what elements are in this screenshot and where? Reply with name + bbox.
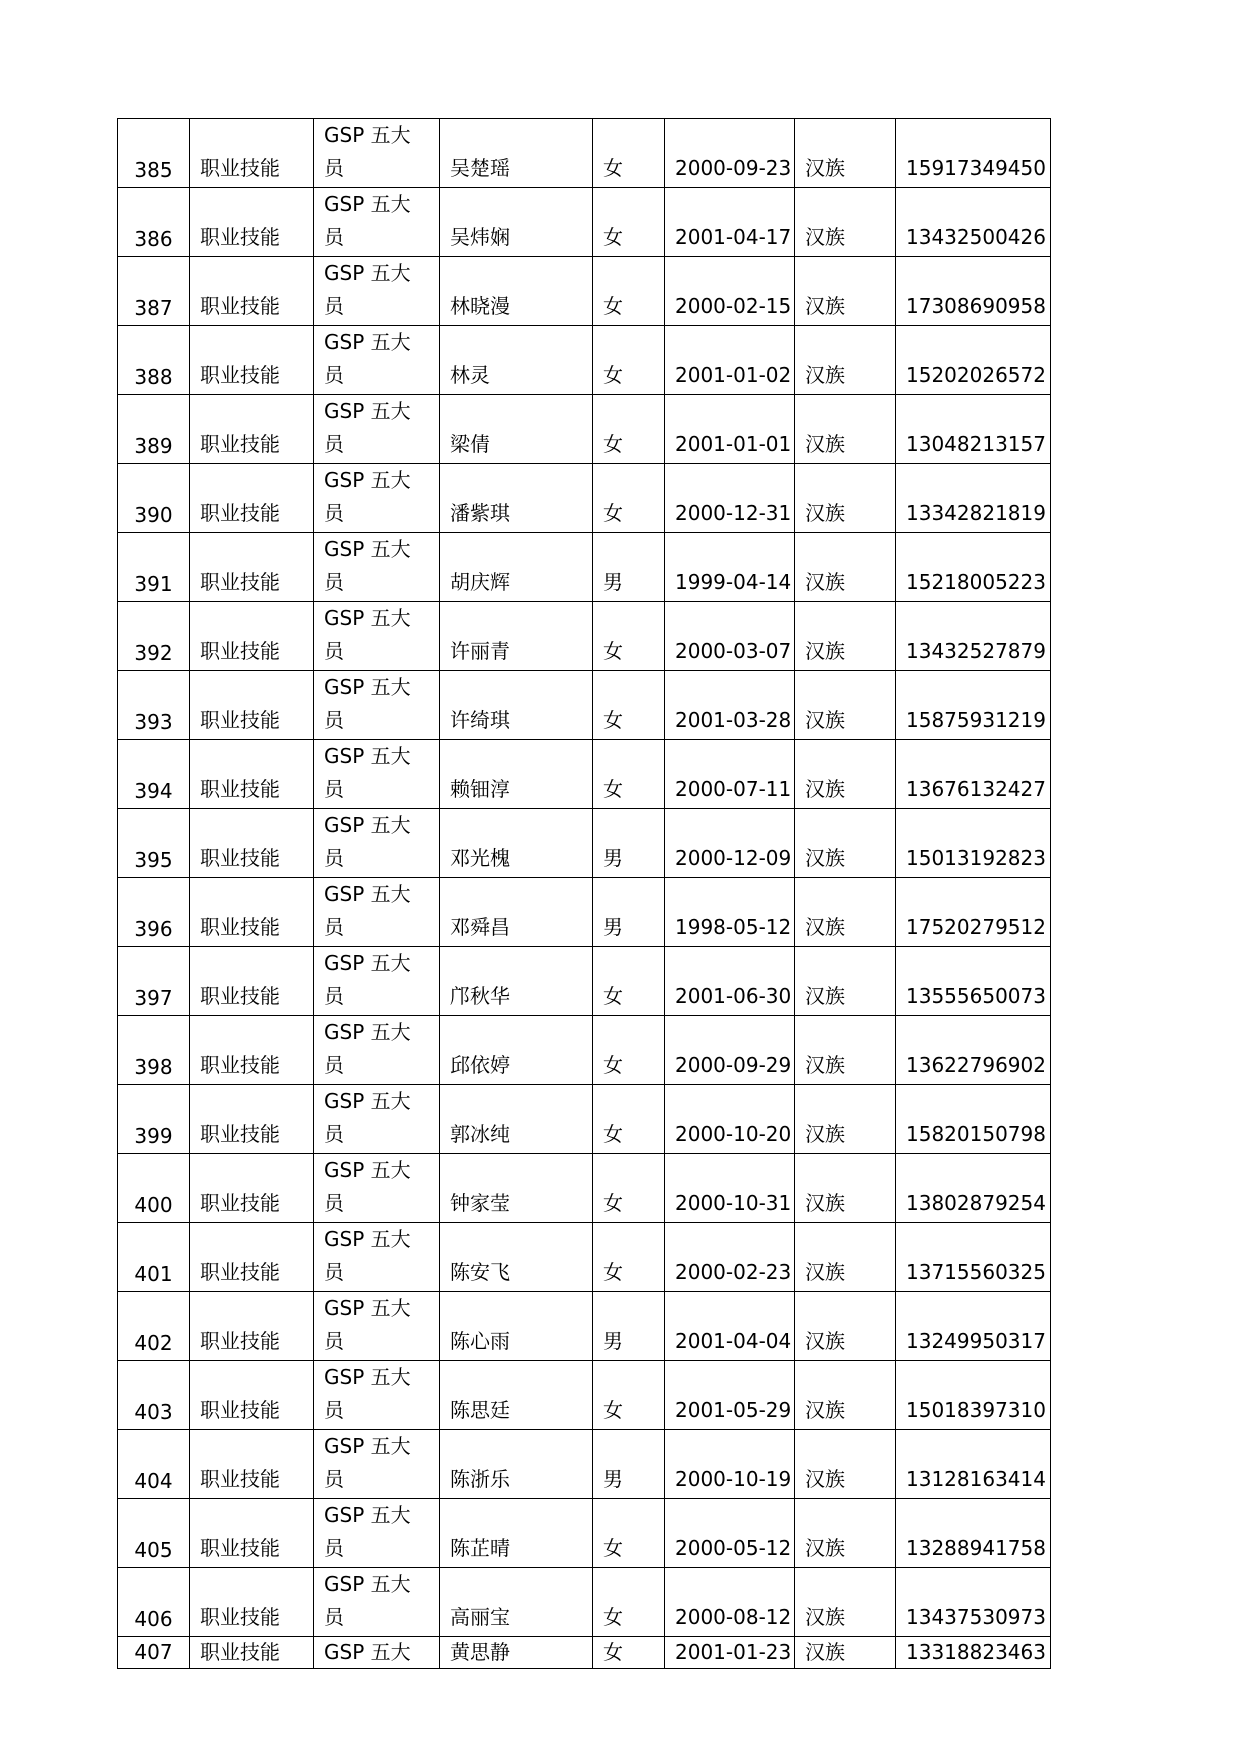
phone-cell: 15820150798: [896, 1085, 1051, 1154]
phone-cell: 13676132427: [896, 740, 1051, 809]
category-cell: 职业技能: [190, 1430, 314, 1499]
phone-cell: 13048213157: [896, 395, 1051, 464]
course-line-2: 员: [324, 1536, 344, 1560]
course-line-1: GSP 五大: [324, 606, 411, 630]
course-line-1: GSP 五大: [324, 1503, 411, 1527]
table-row: [118, 809, 1051, 878]
name-cell: 许绮琪: [440, 671, 593, 740]
gender-cell: 女: [593, 740, 665, 809]
course-cell: [314, 395, 440, 464]
gender-cell: 女: [593, 602, 665, 671]
gender-cell: 男: [593, 1430, 665, 1499]
course-cell: [314, 464, 440, 533]
course-line-2: 员: [324, 570, 344, 594]
category-cell: 职业技能: [190, 119, 314, 188]
row-number: 400: [118, 1154, 190, 1223]
phone-cell: 15202026572: [896, 326, 1051, 395]
ethnicity-cell: 汉族: [795, 257, 896, 326]
course-cell: [314, 119, 440, 188]
table-row: [118, 1016, 1051, 1085]
ethnicity-cell: 汉族: [795, 395, 896, 464]
ethnicity-cell: 汉族: [795, 947, 896, 1016]
table-row: [118, 740, 1051, 809]
category-cell: 职业技能: [190, 809, 314, 878]
name-cell: 吴楚瑶: [440, 119, 593, 188]
phone-cell: 13622796902: [896, 1016, 1051, 1085]
phone-cell: 13318823463: [896, 1637, 1051, 1669]
course-line-2: 员: [324, 915, 344, 939]
course-line-1: GSP 五大: [324, 1089, 411, 1113]
course-cell: [314, 947, 440, 1016]
gender-cell: 男: [593, 533, 665, 602]
row-number: 399: [118, 1085, 190, 1154]
birth-date-cell: 2000-10-31: [665, 1154, 795, 1223]
course-line-2: 员: [324, 1467, 344, 1491]
table-row: [118, 395, 1051, 464]
birth-date-cell: 2000-03-07: [665, 602, 795, 671]
row-number: 396: [118, 878, 190, 947]
ethnicity-cell: 汉族: [795, 671, 896, 740]
gender-cell: 男: [593, 1292, 665, 1361]
name-cell: 郭冰纯: [440, 1085, 593, 1154]
category-cell: 职业技能: [190, 326, 314, 395]
row-number: 389: [118, 395, 190, 464]
table-row: [118, 1085, 1051, 1154]
ethnicity-cell: 汉族: [795, 1430, 896, 1499]
row-number: 390: [118, 464, 190, 533]
course-line-1: GSP 五大: [324, 744, 411, 768]
ethnicity-cell: 汉族: [795, 809, 896, 878]
category-cell: 职业技能: [190, 1223, 314, 1292]
course-cell: [314, 1568, 440, 1637]
course-line-2: 员: [324, 1122, 344, 1146]
course-cell: [314, 602, 440, 671]
gender-cell: 女: [593, 1016, 665, 1085]
course-cell: [314, 1430, 440, 1499]
row-number: 397: [118, 947, 190, 1016]
table-row: [118, 1361, 1051, 1430]
birth-date-cell: 2000-10-19: [665, 1430, 795, 1499]
course-cell: [314, 1499, 440, 1568]
row-number: 392: [118, 602, 190, 671]
course-cell: [314, 188, 440, 257]
course-line-1: GSP 五大: [324, 1020, 411, 1044]
course-line-1: GSP 五大: [324, 1158, 411, 1182]
phone-cell: 17308690958: [896, 257, 1051, 326]
table-row: [118, 1154, 1051, 1223]
row-number: 391: [118, 533, 190, 602]
gender-cell: 女: [593, 1499, 665, 1568]
course-line-2: 员: [324, 777, 344, 801]
name-cell: 潘紫琪: [440, 464, 593, 533]
phone-cell: 15013192823: [896, 809, 1051, 878]
course-line-2: 员: [324, 156, 344, 180]
course-line-1: GSP 五大: [324, 675, 411, 699]
name-cell: 邱依婷: [440, 1016, 593, 1085]
course-line-1: GSP 五大: [324, 1296, 411, 1320]
course-line-1: GSP 五大: [324, 330, 411, 354]
ethnicity-cell: 汉族: [795, 188, 896, 257]
table-row: [118, 257, 1051, 326]
course-cell: [314, 1154, 440, 1223]
ethnicity-cell: 汉族: [795, 1085, 896, 1154]
course-line-1: GSP 五大: [324, 813, 411, 837]
ethnicity-cell: 汉族: [795, 878, 896, 947]
phone-cell: 13432500426: [896, 188, 1051, 257]
birth-date-cell: 2000-08-12: [665, 1568, 795, 1637]
roster-body: [118, 119, 1051, 1669]
course-line-1: GSP 五大: [324, 882, 411, 906]
phone-cell: 13802879254: [896, 1154, 1051, 1223]
gender-cell: 女: [593, 1223, 665, 1292]
ethnicity-cell: 汉族: [795, 1154, 896, 1223]
table-row: [118, 1430, 1051, 1499]
course-cell: [314, 1637, 440, 1669]
gender-cell: 女: [593, 119, 665, 188]
birth-date-cell: 2000-09-29: [665, 1016, 795, 1085]
phone-cell: 15018397310: [896, 1361, 1051, 1430]
category-cell: 职业技能: [190, 671, 314, 740]
row-number: 395: [118, 809, 190, 878]
course-line-2: 员: [324, 1260, 344, 1284]
category-cell: 职业技能: [190, 188, 314, 257]
gender-cell: 女: [593, 671, 665, 740]
course-cell: [314, 671, 440, 740]
category-cell: 职业技能: [190, 1637, 314, 1669]
birth-date-cell: 2001-04-17: [665, 188, 795, 257]
birth-date-cell: 2000-02-23: [665, 1223, 795, 1292]
course-line-1: GSP 五大: [324, 1640, 411, 1664]
name-cell: 黄思静: [440, 1637, 593, 1669]
course-line-2: 员: [324, 639, 344, 663]
category-cell: 职业技能: [190, 1085, 314, 1154]
table-row: [118, 602, 1051, 671]
course-line-2: 员: [324, 225, 344, 249]
gender-cell: 女: [593, 1154, 665, 1223]
phone-cell: 13715560325: [896, 1223, 1051, 1292]
name-cell: 陈浙乐: [440, 1430, 593, 1499]
row-number: 405: [118, 1499, 190, 1568]
phone-cell: 13128163414: [896, 1430, 1051, 1499]
category-cell: 职业技能: [190, 878, 314, 947]
birth-date-cell: 2000-05-12: [665, 1499, 795, 1568]
course-cell: [314, 809, 440, 878]
table-row: [118, 1223, 1051, 1292]
name-cell: 陈心雨: [440, 1292, 593, 1361]
gender-cell: 女: [593, 1568, 665, 1637]
table-row: [118, 671, 1051, 740]
table-row: [118, 1499, 1051, 1568]
row-number: 403: [118, 1361, 190, 1430]
birth-date-cell: 2001-01-01: [665, 395, 795, 464]
birth-date-cell: 2001-05-29: [665, 1361, 795, 1430]
category-cell: 职业技能: [190, 257, 314, 326]
ethnicity-cell: 汉族: [795, 119, 896, 188]
phone-cell: 13437530973: [896, 1568, 1051, 1637]
row-number: 387: [118, 257, 190, 326]
course-cell: [314, 1361, 440, 1430]
name-cell: 邓光槐: [440, 809, 593, 878]
course-cell: [314, 326, 440, 395]
phone-cell: 13555650073: [896, 947, 1051, 1016]
row-number: 398: [118, 1016, 190, 1085]
gender-cell: 女: [593, 1361, 665, 1430]
ethnicity-cell: 汉族: [795, 1637, 896, 1669]
birth-date-cell: 2001-04-04: [665, 1292, 795, 1361]
ethnicity-cell: 汉族: [795, 464, 896, 533]
category-cell: 职业技能: [190, 740, 314, 809]
ethnicity-cell: 汉族: [795, 1292, 896, 1361]
birth-date-cell: 1998-05-12: [665, 878, 795, 947]
name-cell: 陈安飞: [440, 1223, 593, 1292]
name-cell: 邓舜昌: [440, 878, 593, 947]
course-line-2: 员: [324, 1191, 344, 1215]
roster-table: [117, 118, 1051, 1669]
ethnicity-cell: 汉族: [795, 533, 896, 602]
row-number: 386: [118, 188, 190, 257]
row-number: 404: [118, 1430, 190, 1499]
category-cell: 职业技能: [190, 947, 314, 1016]
name-cell: 高丽宝: [440, 1568, 593, 1637]
name-cell: 邝秋华: [440, 947, 593, 1016]
course-cell: [314, 533, 440, 602]
phone-cell: 15917349450: [896, 119, 1051, 188]
category-cell: 职业技能: [190, 464, 314, 533]
course-line-2: 员: [324, 1398, 344, 1422]
course-cell: [314, 1223, 440, 1292]
course-line-1: GSP 五大: [324, 468, 411, 492]
row-number: 402: [118, 1292, 190, 1361]
course-line-1: GSP 五大: [324, 537, 411, 561]
table-row: [118, 326, 1051, 395]
course-line-2: 员: [324, 846, 344, 870]
phone-cell: 15875931219: [896, 671, 1051, 740]
gender-cell: 女: [593, 326, 665, 395]
name-cell: 陈芷晴: [440, 1499, 593, 1568]
course-line-1: GSP 五大: [324, 951, 411, 975]
birth-date-cell: 2001-01-02: [665, 326, 795, 395]
phone-cell: 15218005223: [896, 533, 1051, 602]
course-line-1: GSP 五大: [324, 1572, 411, 1596]
course-line-2: 员: [324, 1053, 344, 1077]
course-cell: [314, 257, 440, 326]
gender-cell: 男: [593, 878, 665, 947]
row-number: 388: [118, 326, 190, 395]
gender-cell: 男: [593, 809, 665, 878]
birth-date-cell: 2000-02-15: [665, 257, 795, 326]
table-row: [118, 533, 1051, 602]
course-cell: [314, 1016, 440, 1085]
gender-cell: 女: [593, 257, 665, 326]
birth-date-cell: 1999-04-14: [665, 533, 795, 602]
name-cell: 林灵: [440, 326, 593, 395]
course-cell: [314, 740, 440, 809]
course-line-1: GSP 五大: [324, 261, 411, 285]
row-number: 385: [118, 119, 190, 188]
category-cell: 职业技能: [190, 395, 314, 464]
course-cell: [314, 1085, 440, 1154]
table-row: [118, 119, 1051, 188]
row-number: 401: [118, 1223, 190, 1292]
course-line-1: GSP 五大: [324, 1365, 411, 1389]
table-row: [118, 1292, 1051, 1361]
course-line-2: 员: [324, 1605, 344, 1629]
category-cell: 职业技能: [190, 1292, 314, 1361]
table-row: [118, 188, 1051, 257]
ethnicity-cell: 汉族: [795, 1223, 896, 1292]
birth-date-cell: 2000-12-09: [665, 809, 795, 878]
category-cell: 职业技能: [190, 533, 314, 602]
category-cell: 职业技能: [190, 1016, 314, 1085]
course-line-2: 员: [324, 363, 344, 387]
birth-date-cell: 2000-10-20: [665, 1085, 795, 1154]
gender-cell: 女: [593, 464, 665, 533]
name-cell: 梁倩: [440, 395, 593, 464]
ethnicity-cell: 汉族: [795, 1016, 896, 1085]
birth-date-cell: 2001-06-30: [665, 947, 795, 1016]
birth-date-cell: 2000-12-31: [665, 464, 795, 533]
course-line-1: GSP 五大: [324, 399, 411, 423]
category-cell: 职业技能: [190, 1154, 314, 1223]
gender-cell: 女: [593, 188, 665, 257]
phone-cell: 13288941758: [896, 1499, 1051, 1568]
ethnicity-cell: 汉族: [795, 602, 896, 671]
table-row: [118, 878, 1051, 947]
birth-date-cell: 2001-01-23: [665, 1637, 795, 1669]
course-line-2: 员: [324, 708, 344, 732]
ethnicity-cell: 汉族: [795, 1499, 896, 1568]
ethnicity-cell: 汉族: [795, 740, 896, 809]
phone-cell: 13249950317: [896, 1292, 1051, 1361]
course-line-2: 员: [324, 984, 344, 1008]
phone-cell: 13432527879: [896, 602, 1051, 671]
name-cell: 陈思廷: [440, 1361, 593, 1430]
table-row: [118, 947, 1051, 1016]
phone-cell: 13342821819: [896, 464, 1051, 533]
ethnicity-cell: 汉族: [795, 326, 896, 395]
course-cell: [314, 1292, 440, 1361]
name-cell: 钟家莹: [440, 1154, 593, 1223]
table-row: [118, 1637, 1051, 1669]
category-cell: 职业技能: [190, 602, 314, 671]
name-cell: 赖钿淳: [440, 740, 593, 809]
course-line-2: 员: [324, 1329, 344, 1353]
gender-cell: 女: [593, 947, 665, 1016]
gender-cell: 女: [593, 1637, 665, 1669]
course-line-2: 员: [324, 432, 344, 456]
gender-cell: 女: [593, 395, 665, 464]
phone-cell: 17520279512: [896, 878, 1051, 947]
course-line-2: 员: [324, 294, 344, 318]
birth-date-cell: 2000-07-11: [665, 740, 795, 809]
row-number: 393: [118, 671, 190, 740]
ethnicity-cell: 汉族: [795, 1361, 896, 1430]
course-line-1: GSP 五大: [324, 1227, 411, 1251]
course-line-2: 员: [324, 501, 344, 525]
category-cell: 职业技能: [190, 1499, 314, 1568]
name-cell: 胡庆辉: [440, 533, 593, 602]
name-cell: 许丽青: [440, 602, 593, 671]
name-cell: 林晓漫: [440, 257, 593, 326]
ethnicity-cell: 汉族: [795, 1568, 896, 1637]
birth-date-cell: 2000-09-23: [665, 119, 795, 188]
course-line-1: GSP 五大: [324, 1434, 411, 1458]
category-cell: 职业技能: [190, 1568, 314, 1637]
category-cell: 职业技能: [190, 1361, 314, 1430]
course-line-1: GSP 五大: [324, 123, 411, 147]
name-cell: 吴炜娴: [440, 188, 593, 257]
course-cell: [314, 878, 440, 947]
gender-cell: 女: [593, 1085, 665, 1154]
table-row: [118, 1568, 1051, 1637]
table-row: [118, 464, 1051, 533]
row-number: 394: [118, 740, 190, 809]
birth-date-cell: 2001-03-28: [665, 671, 795, 740]
row-number: 407: [118, 1637, 190, 1669]
course-line-1: GSP 五大: [324, 192, 411, 216]
row-number: 406: [118, 1568, 190, 1637]
